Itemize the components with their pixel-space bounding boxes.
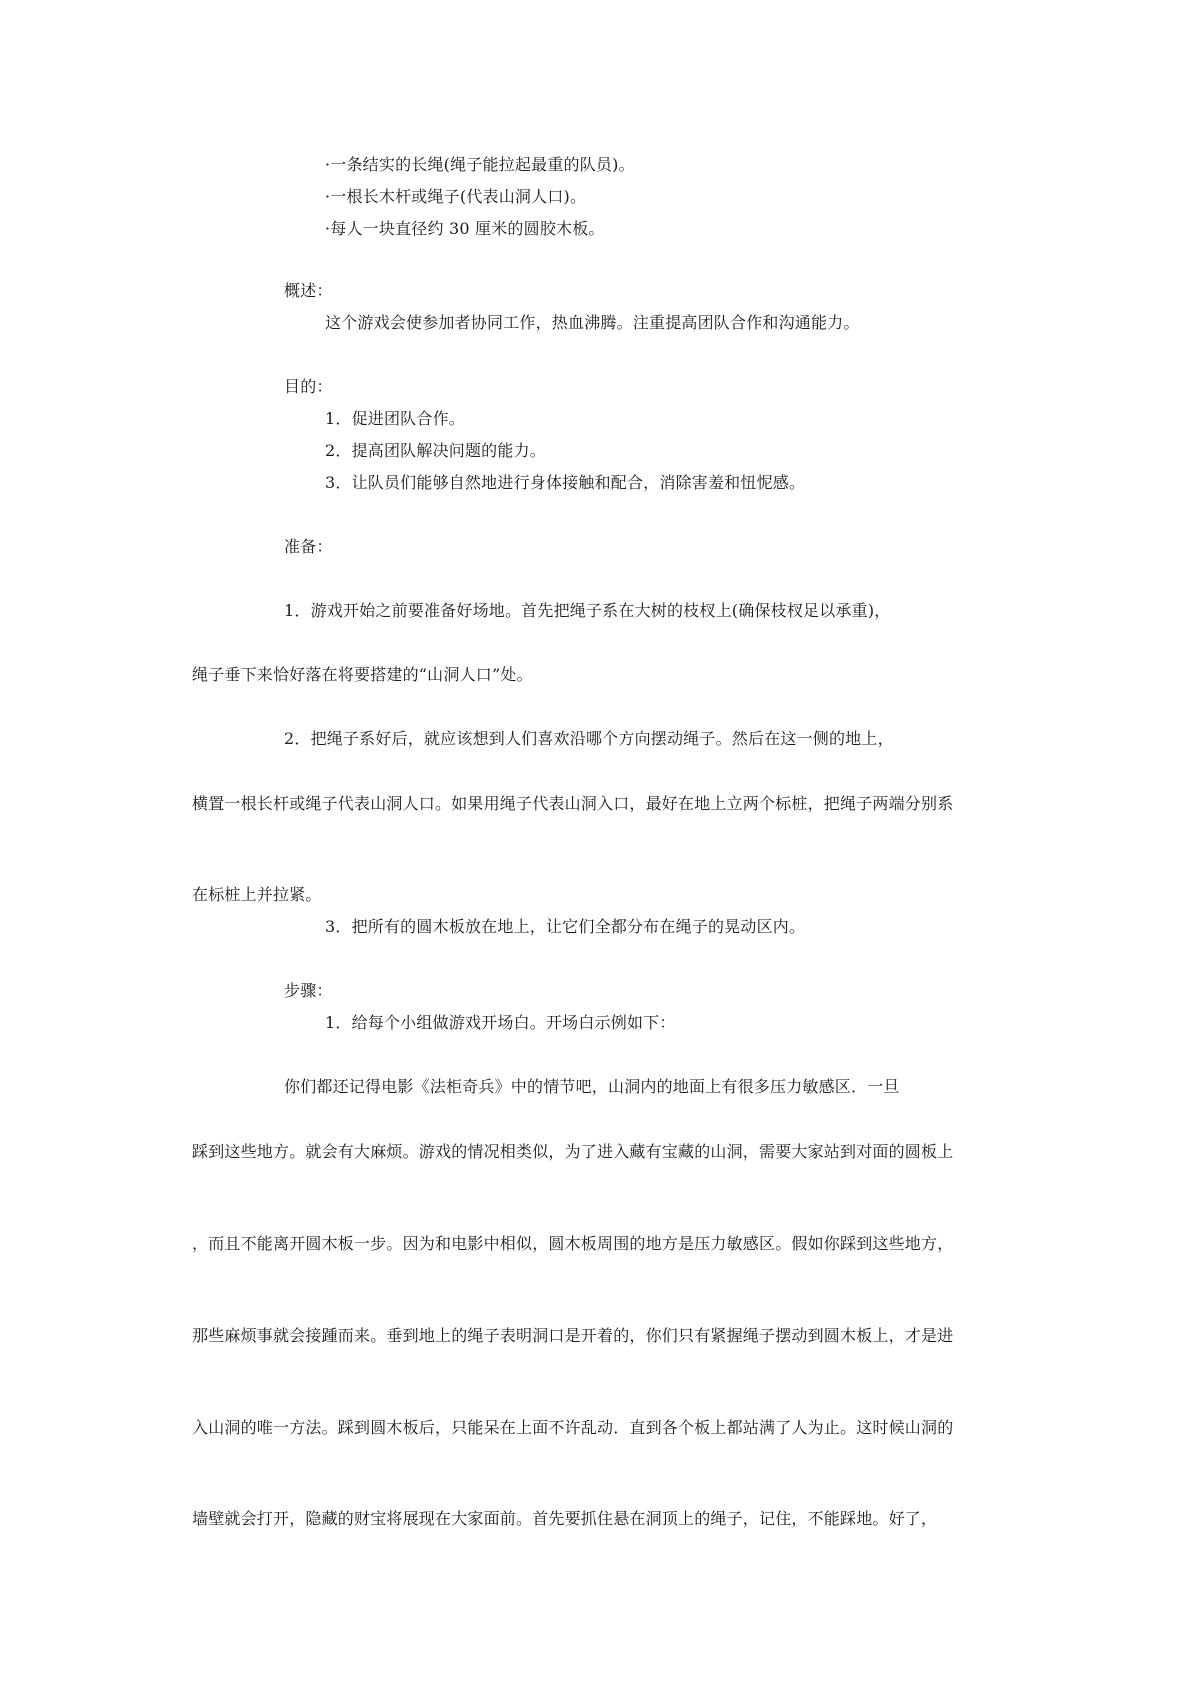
story-paragraph: 墙壁就会打开，隐藏的财宝将展现在大家面前。首先要抓住悬在洞顶上的绳子，记住，不能踩地。好了， [192,1509,938,1528]
story-paragraph: ，而且不能离开圆木板一步。因为和电影中相似，圆木板周围的地方是压力敏感区。假如你踩到这些地方， [192,1234,954,1253]
preparation-paragraph: 绳子垂下来恰好落在将要搭建的“山洞人口”处。 [192,665,533,684]
preparation-paragraph: 在标桩上并拉紧。 [192,885,322,904]
purpose-heading: 目的： [284,377,333,396]
purpose-item: 3．让队员们能够自然地进行身体接触和配合，消除害羞和忸怩感。 [325,473,806,492]
steps-heading: 步骤： [284,981,333,1000]
materials-item: ·一根长木杆或绳子(代表山洞人口)。 [325,187,587,206]
overview-text: 这个游戏会使参加者协同工作，热血沸腾。注重提高团队合作和沟通能力。 [325,313,860,332]
preparation-paragraph: 1．游戏开始之前要准备好场地。首先把绳子系在大树的枝杈上(确保枝杈足以承重)， [284,601,891,620]
preparation-paragraph: 横置一根长杆或绳子代表山洞人口。如果用绳子代表山洞入口，最好在地上立两个标桩，把绳子两端分别系 [192,794,954,813]
materials-item: ·一条结实的长绳(绳子能拉起最重的队员)。 [325,155,635,174]
purpose-item: 1．促进团队合作。 [325,409,465,428]
story-paragraph: 踩到这些地方。就会有大麻烦。游戏的情况相类似，为了进入藏有宝藏的山洞，需要大家站到对面的圆板上 [192,1142,954,1161]
story-paragraph: 你们都还记得电影《法柜奇兵》中的情节吧，山洞内的地面上有很多压力敏感区．一旦 [284,1077,900,1096]
purpose-item: 2．提高团队解决问题的能力。 [325,441,546,460]
steps-item: 1．给每个小组做游戏开场白。开场白示例如下： [325,1013,676,1032]
story-paragraph: 那些麻烦事就会接踵而来。垂到地上的绳子表明洞口是开着的，你们只有紧握绳子摆动到圆木板上，才是进 [192,1326,954,1345]
preparation-paragraph: 2．把绳子系好后，就应该想到人们喜欢沿哪个方向摆动绳子。然后在这一侧的地上， [284,729,894,748]
preparation-heading: 准备： [284,537,333,556]
preparation-paragraph: 3．把所有的圆木板放在地上，让它们全都分布在绳子的晃动区内。 [325,917,806,936]
overview-heading: 概述： [284,281,333,300]
materials-item: ·每人一块直径约 30 厘米的圆胶木板。 [325,219,605,238]
story-paragraph: 入山洞的唯一方法。踩到圆木板后，只能呆在上面不许乱动．直到各个板上都站满了人为止。这时候山洞的 [192,1418,954,1437]
